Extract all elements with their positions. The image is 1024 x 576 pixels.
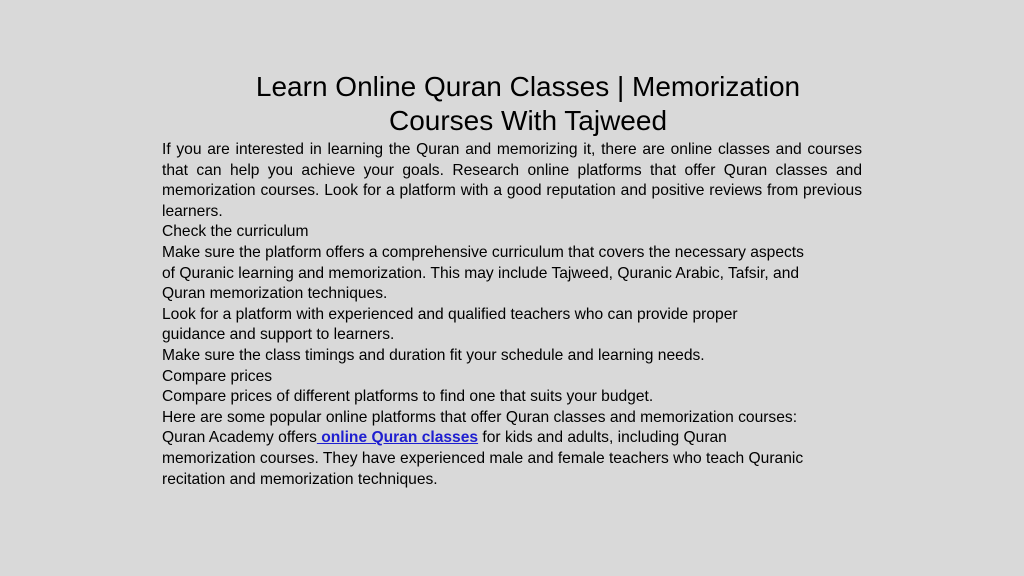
title-line-1: Learn Online Quran Classes | Memorization (255, 71, 801, 102)
check-curriculum-heading: Check the curriculum (162, 223, 309, 241)
popular-platforms-paragraph: Here are some popular online platforms that offer Quran classes and memorization courses: (162, 408, 798, 426)
curriculum-paragraph: Make sure the platform offers a comprehensive curriculum that covers the necessary aspects of Quranic learning and memorization. This may include Tajweed, Quranic Arabic, Tafsir, and Quran memorization techniques. (162, 243, 804, 303)
body-text (162, 140, 862, 490)
academy-text-before: Quran Academy offers (162, 429, 317, 447)
quran-academy-paragraph (162, 428, 812, 490)
academy-text-after: for kids and adults, including Quran memorization courses. They have experienced male and female teachers who teach Quranic recitation and memorization techniques. (162, 429, 804, 488)
compare-prices-paragraph: Compare prices of different platforms to find one that suits your budget. (162, 388, 654, 406)
teachers-paragraph: Look for a platform with experienced and qualified teachers who can provide proper guidance and support to learners. (162, 305, 738, 344)
page-title (162, 70, 894, 138)
timings-paragraph: Make sure the class timings and duration fit your schedule and learning needs. (162, 346, 705, 364)
intro-paragraph: If you are interested in learning the Quran and memorizing it, there are online classes and courses that can help you achieve your goals. Research online platforms that offer Quran classes and memorization courses. Look for a platform with a good reputation and positive reviews from previous learners. (162, 141, 862, 220)
compare-prices-heading: Compare prices (162, 367, 273, 385)
title-line-2: Courses With Tajweed (388, 105, 668, 136)
online-quran-classes-link[interactable]: online Quran classes (316, 429, 479, 447)
